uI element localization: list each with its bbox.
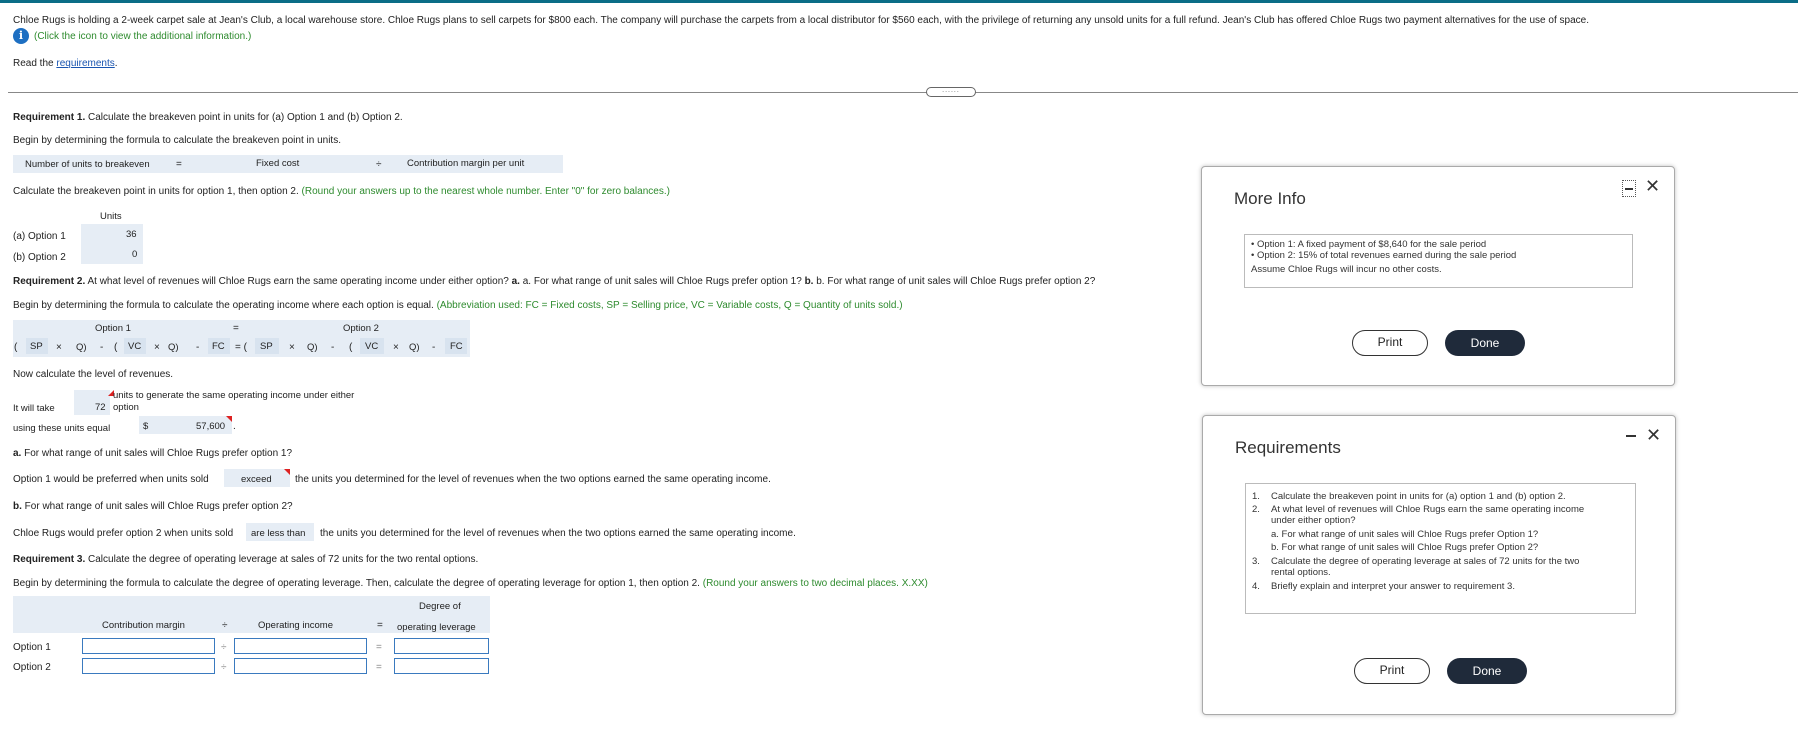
- req2-begin: Begin by determining the formula to calculate the operating income where each option is equal. (Abbreviation used: FC = Fixed costs, SP = Selling price, VC = Variable costs, Q = Quantity of units sold.): [13, 300, 903, 311]
- units-header: Units: [100, 211, 122, 222]
- dol-col3a: Degree of: [419, 601, 461, 612]
- f-fc2[interactable]: FC: [450, 341, 463, 352]
- more-info-dialog: [1201, 166, 1675, 386]
- dol-col1: Contribution margin: [102, 620, 185, 631]
- dol-row2-dol-input[interactable]: [394, 658, 489, 674]
- req-item: rental options.: [1271, 567, 1331, 578]
- req-item: 4. Briefly explain and interpret your answer to requirement 3.: [1252, 581, 1515, 592]
- f-eqp: = (: [235, 342, 247, 353]
- f-q1: Q): [76, 342, 87, 353]
- formula-cm-per-unit: Contribution margin per unit: [407, 158, 525, 169]
- dol-col2: Operating income: [258, 620, 333, 631]
- revenue-dollar: $: [143, 421, 149, 432]
- read-prefix: Read the: [13, 58, 57, 69]
- f-times3: ×: [289, 342, 295, 353]
- using-units-equal: using these units equal: [13, 423, 111, 434]
- requirements-title: Requirements: [1235, 438, 1341, 457]
- f-times2: ×: [154, 342, 160, 353]
- dol-row2-div: ÷: [221, 662, 227, 673]
- opt2-pref-value[interactable]: are less than: [251, 528, 306, 539]
- minimize-icon[interactable]: [1622, 180, 1636, 197]
- requirements-dialog: [1202, 415, 1676, 715]
- it-will-take: It will take: [13, 403, 55, 414]
- revenue-edited-marker: [226, 416, 232, 422]
- q-a: a. For what range of unit sales will Chloe Rugs prefer option 1?: [13, 448, 293, 459]
- option2-breakeven-value[interactable]: 0: [132, 249, 138, 260]
- f-times1: ×: [56, 342, 62, 353]
- opt2-pref-a: Chloe Rugs would prefer option 2 when units sold: [13, 528, 234, 539]
- info-icon[interactable]: i: [13, 28, 29, 44]
- f-minus4: -: [432, 342, 436, 353]
- req-item: 1. Calculate the breakeven point in units for (a) option 1 and (b) option 2.: [1252, 491, 1566, 502]
- section-divider: [8, 92, 1798, 93]
- f-fc1[interactable]: FC: [212, 341, 225, 352]
- f-times4: ×: [393, 342, 399, 353]
- resize-handle[interactable]: ......: [926, 87, 976, 97]
- req-item: a. For what range of unit sales will Chloe Rugs prefer Option 1?: [1271, 529, 1539, 540]
- requirements-link[interactable]: requirements: [56, 58, 115, 69]
- dol-eq: =: [377, 620, 383, 631]
- dol-row2-label: Option 2: [13, 662, 51, 673]
- option1-label: (a) Option 1: [13, 231, 66, 242]
- option2-label: (b) Option 2: [13, 252, 66, 263]
- print-button[interactable]: Print: [1352, 330, 1428, 356]
- dol-row2-eq: =: [376, 662, 382, 673]
- formula-div: ÷: [376, 159, 382, 170]
- formula-fixed-cost: Fixed cost: [256, 158, 300, 169]
- dol-row1-label: Option 1: [13, 642, 51, 653]
- formula-eq: =: [176, 159, 182, 170]
- units-text: units to generate the same operating income under either: [113, 390, 355, 401]
- formula-header-eq: =: [233, 323, 239, 334]
- print-button[interactable]: Print: [1354, 658, 1430, 684]
- opt1-pref-value[interactable]: exceed: [241, 474, 272, 485]
- f-q3: Q): [307, 342, 318, 353]
- opt2-pref-b: the units you determined for the level of revenues when the two options earned the same operating income.: [320, 528, 796, 539]
- option1-breakeven-value[interactable]: 36: [126, 229, 137, 240]
- q-b: b. For what range of unit sales will Chloe Rugs prefer option 2?: [13, 501, 293, 512]
- now-calc-revenues: Now calculate the level of revenues.: [13, 369, 174, 380]
- f-paren3: (: [349, 342, 353, 353]
- f-vc2[interactable]: VC: [365, 341, 379, 352]
- problem-intro-text: Chloe Rugs is holding a 2-week carpet sale at Jean's Club, a local warehouse store. Chloe Rugs plans to sell carpets for $800 each. The company will purchase the carpets from a local distributor for $560 each, with the privilege of returning any unsold units for a full refund. Jean's Club has offered Chloe Rugs two payment alternatives for the use of space.: [13, 15, 1589, 26]
- assume-note: Assume Chloe Rugs will incur no other costs.: [1251, 264, 1442, 275]
- dol-col3b: operating leverage: [397, 622, 476, 633]
- req-item: 3. Calculate the degree of operating leverage at sales of 72 units for the two: [1252, 556, 1580, 567]
- dol-div: ÷: [222, 620, 228, 631]
- close-icon[interactable]: ✕: [1645, 176, 1661, 196]
- dol-row1-oi-input[interactable]: [234, 638, 367, 654]
- req3-begin: Begin by determining the formula to calculate the degree of operating leverage. Then, calculate the degree of operating leverage for option 1, then option 2. (Round your answers to two decimal places. X.XX): [13, 578, 928, 589]
- f-minus3: -: [331, 342, 335, 353]
- minimize-icon[interactable]: [1626, 435, 1636, 437]
- more-info-box: [1244, 234, 1633, 288]
- f-minus2: -: [196, 342, 200, 353]
- req3-heading: Requirement 3. Calculate the degree of operating leverage at sales of 72 units for the two rental options.: [13, 554, 479, 565]
- req1-calc: Calculate the breakeven point in units for option 1, then option 2. (Round your answers up to the nearest whole number. Enter "0" for zero balances.): [13, 186, 670, 197]
- req-item: under either option?: [1271, 515, 1356, 526]
- dol-row1-div: ÷: [221, 642, 227, 653]
- req-item: b. For what range of unit sales will Chloe Rugs prefer Option 2?: [1271, 542, 1539, 553]
- dol-row2-oi-input[interactable]: [234, 658, 367, 674]
- dol-row1-dol-input[interactable]: [394, 638, 489, 654]
- done-button[interactable]: Done: [1447, 658, 1527, 684]
- option2-info: • Option 2: 15% of total revenues earned during the sale period: [1251, 250, 1517, 261]
- read-requirements-line: [13, 58, 118, 69]
- info-note: (Click the icon to view the additional information.): [34, 31, 252, 42]
- formula-option2-header: Option 2: [343, 323, 379, 334]
- opt1-pref-a: Option 1 would be preferred when units sold: [13, 474, 209, 485]
- option-word: option: [113, 402, 139, 413]
- requirements-list: [1245, 483, 1636, 614]
- f-vc1[interactable]: VC: [128, 341, 142, 352]
- done-button[interactable]: Done: [1445, 330, 1525, 356]
- f-minus1: -: [100, 342, 104, 353]
- dol-row2-cm-input[interactable]: [82, 658, 215, 674]
- units-equal-value[interactable]: 72: [95, 402, 106, 413]
- more-info-title: More Info: [1234, 189, 1306, 208]
- read-suffix: .: [114, 58, 118, 69]
- f-q4: Q): [409, 342, 420, 353]
- option1-info: • Option 1: A fixed payment of $8,640 for the sale period: [1251, 239, 1487, 250]
- revenue-value[interactable]: 57,600: [196, 421, 226, 432]
- f-paren2: (: [114, 342, 118, 353]
- f-sp2[interactable]: SP: [260, 341, 273, 352]
- req2-heading: Requirement 2. At what level of revenues will Chloe Rugs earn the same operating income under either option? a. a. For what range of unit sales will Chloe Rugs prefer option 1? b. b. For what range of unit sales will Chloe Rugs prefer option 2?: [13, 276, 1096, 287]
- req1-heading: Requirement 1. Calculate the breakeven point in units for (a) Option 1 and (b) Option 2.: [13, 112, 403, 123]
- formula-units-breakeven: Number of units to breakeven: [25, 159, 150, 170]
- f-q2: Q): [168, 342, 179, 353]
- close-icon[interactable]: ✕: [1646, 425, 1662, 445]
- req-item: 2. At what level of revenues will Chloe Rugs earn the same operating income: [1252, 504, 1585, 515]
- opt1-pref-b: the units you determined for the level of revenues when the two options earned the same operating income.: [295, 474, 771, 485]
- f-sp1[interactable]: SP: [30, 341, 43, 352]
- f-paren1: (: [14, 342, 18, 353]
- req1-begin: Begin by determining the formula to calculate the breakeven point in units.: [13, 135, 341, 146]
- top-accent-bar: [0, 0, 1798, 3]
- dol-row1-cm-input[interactable]: [82, 638, 215, 654]
- dol-row1-eq: =: [376, 642, 382, 653]
- revenue-period: .: [233, 421, 236, 432]
- opt1-pref-marker: [284, 469, 290, 475]
- formula-option1-header: Option 1: [95, 323, 131, 334]
